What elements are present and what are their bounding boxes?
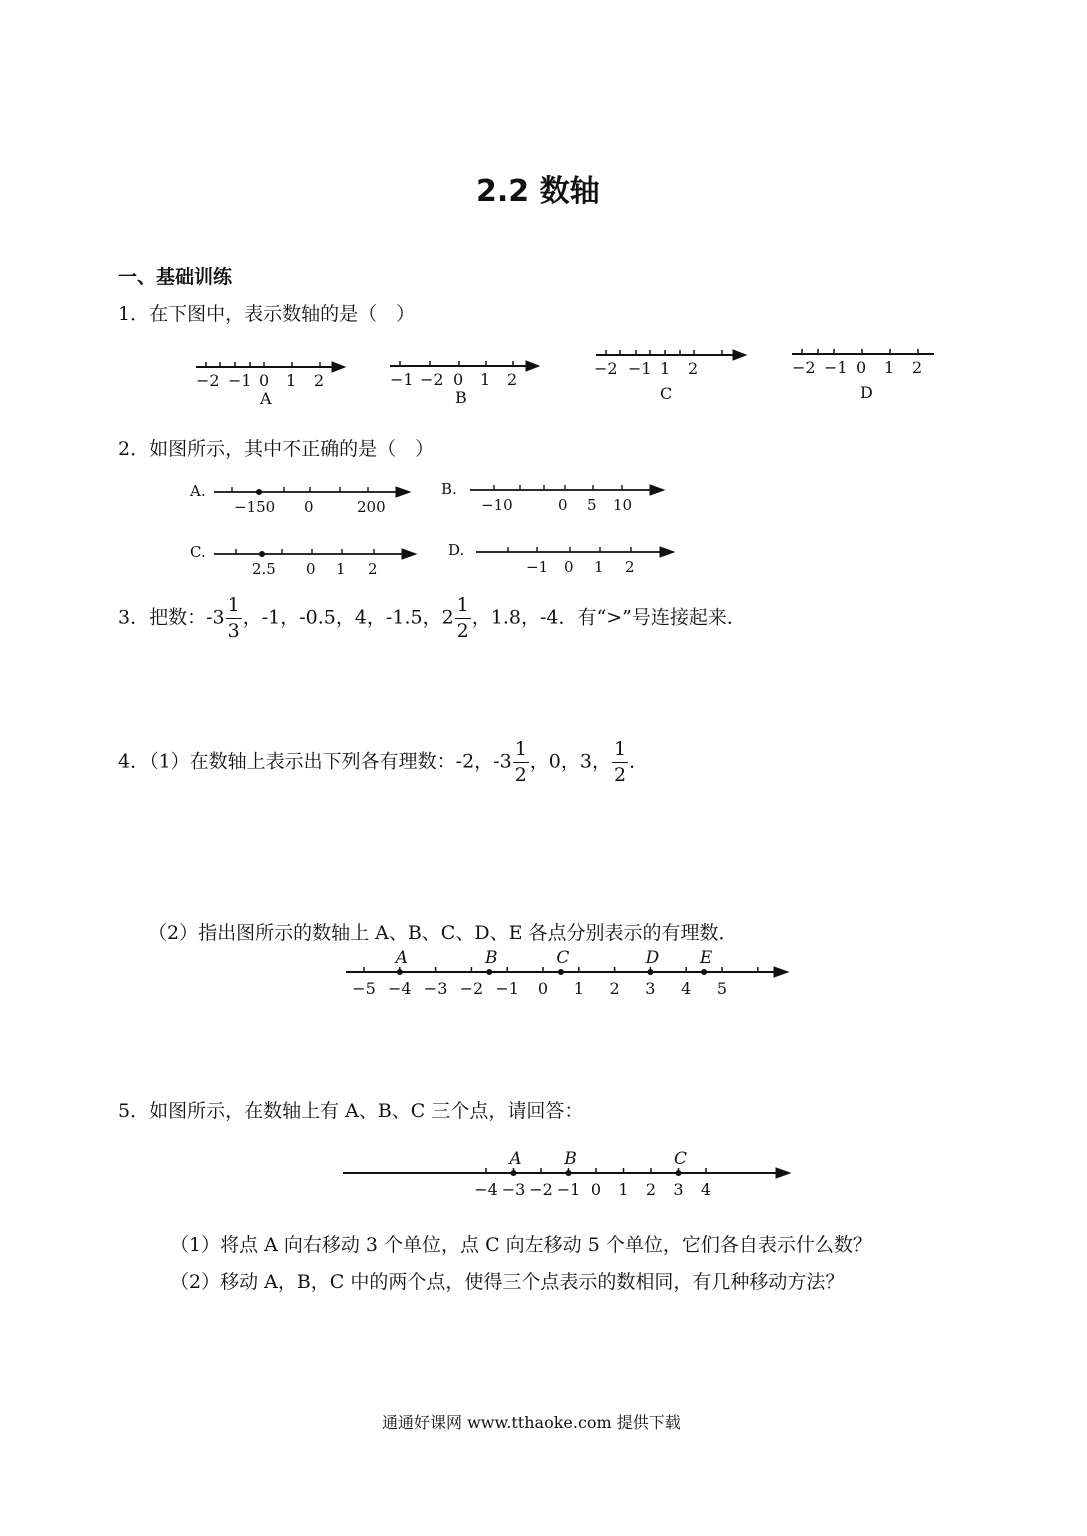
section-heading: 一、基础训练: [118, 266, 233, 288]
q4-axis-arrow: [774, 967, 788, 977]
q5-number-line: [343, 1149, 790, 1199]
q4-middle: ，0，3，: [529, 750, 611, 773]
q1-figure-c: [594, 350, 746, 403]
q2d-tick-label: 2: [625, 558, 635, 576]
q4-frac1-den: 2: [514, 764, 527, 786]
q4-tick-label: 3: [645, 979, 656, 998]
q1d-tick-label: 2: [912, 358, 923, 377]
q1d-tick-label: 1: [884, 358, 895, 377]
q4-number-line: [346, 948, 788, 998]
q2c-tick-label: 2: [368, 560, 378, 578]
q2-figure-b: [441, 480, 664, 514]
q4-point-label: C: [556, 948, 570, 968]
q4-point-e: [701, 969, 707, 975]
q4-tick-label: −4: [388, 979, 412, 998]
q5-tick-label: −1: [556, 1180, 581, 1199]
q2b-tick-label: 5: [587, 496, 597, 514]
q2d-tick-label: 1: [594, 558, 604, 576]
q4-tick-label: 1: [573, 979, 584, 998]
q4-fraction-1: [513, 740, 529, 785]
q4-tick-label: −5: [352, 979, 376, 998]
q4-frac2-den: 2: [613, 764, 627, 786]
q4-point-label: B: [485, 948, 498, 968]
q3-frac1-den: 3: [227, 620, 240, 642]
q4-point-c: [558, 969, 564, 975]
q4-tick-label: 4: [681, 979, 692, 998]
q4-point-label: D: [645, 948, 660, 968]
q4-tick-label: 5: [716, 979, 728, 998]
q5-tick-label: 1: [618, 1180, 629, 1199]
q1d-tick-label: 0: [856, 358, 867, 377]
page-title: 2.2 数轴: [476, 174, 600, 209]
q1c-tick-label: 2: [688, 359, 699, 378]
q1b-tick-label: 1: [480, 370, 491, 389]
q2a-tick-label: −150: [234, 498, 276, 516]
q4-point-b: [486, 969, 492, 975]
q1-figure-b: [390, 361, 539, 407]
q1-figure-a: [196, 362, 345, 408]
q1c-tick-label: −2: [594, 359, 618, 378]
q5-point-c: [676, 1170, 682, 1176]
q1d-caption: D: [860, 383, 873, 402]
q5-tick-label: 4: [700, 1180, 712, 1199]
question-4-part-2: （2）指出图所示的数轴上 A、B、C、D、E 各点分别表示的有理数．: [148, 922, 738, 944]
q1b-tick-label: −1: [390, 370, 414, 389]
q2a-tick-label: 200: [357, 498, 386, 516]
q1b-caption: B: [455, 388, 467, 407]
q2c-tick-label: 2.5: [252, 560, 276, 578]
q3-middle: ，-1，-0.5，4，-1.5，2: [242, 606, 454, 629]
q5-tick-label: 3: [673, 1180, 684, 1199]
q1a-tick-label: 0: [259, 371, 270, 390]
q2b-tick-label: −10: [481, 496, 513, 514]
q1a-tick-label: 1: [286, 371, 297, 390]
q4-tick-label: 2: [609, 979, 620, 998]
question-5: 5．如图所示，在数轴上有 A、B、C 三个点，请回答：: [118, 1100, 584, 1122]
q5-point-label: B: [564, 1149, 577, 1169]
q5-tick-label: 0: [590, 1180, 602, 1199]
q4-frac1-num: 1: [513, 740, 529, 763]
q2c-tick-label: 1: [336, 560, 346, 578]
q4-tick-label: −1: [495, 979, 519, 998]
q1d-tick-label: −2: [792, 358, 816, 377]
q1c-tick-label: 1: [660, 359, 671, 378]
q1c-tick-label: −1: [628, 359, 652, 378]
q1b-tick-label: 2: [507, 370, 518, 389]
q2a-tick-label: 0: [304, 498, 314, 516]
q2d-caption: D.: [448, 541, 465, 559]
q5-tick-label: −3: [501, 1180, 526, 1199]
q2-figure-d: [448, 541, 674, 576]
q4-point-label: E: [699, 948, 713, 968]
q4-point-d: [647, 969, 653, 975]
q4-frac2-num: 1: [612, 740, 628, 763]
q2-figure-c: [190, 543, 416, 578]
q1a-tick-label: −1: [228, 371, 252, 390]
question-2: 2．如图所示，其中不正确的是（ ）: [118, 438, 435, 460]
q3-frac1-num: 1: [226, 596, 242, 619]
q1a-caption: A: [260, 389, 272, 408]
q5-tick-label: 2: [645, 1180, 657, 1199]
q5-axis-arrow: [776, 1168, 790, 1178]
q4-tick-label: −2: [459, 979, 484, 998]
q2-figure-a: [189, 482, 410, 516]
q2b-tick-label: 10: [613, 496, 633, 514]
q5-point-b: [566, 1170, 572, 1176]
question-3: [118, 596, 746, 641]
q4-point-a: [397, 969, 403, 975]
footer-credit: 通通好课网 www.tthaoke.com 提供下载: [382, 1413, 681, 1432]
question-5-sub-1: （1）将点 A 向右移动 3 个单位，点 C 向左移动 5 个单位，它们各自表示什么数？: [170, 1234, 872, 1256]
q3-suffix: ，1.8，-4．有“>”号连接起来．: [471, 606, 746, 629]
q4-suffix: ．: [629, 750, 649, 773]
q2a-caption: A.: [190, 482, 206, 500]
q2c-caption: C.: [190, 543, 206, 561]
q2d-tick-label: −1: [526, 558, 549, 576]
q5-tick-label: −4: [474, 1180, 498, 1199]
q1a-tick-label: −2: [196, 371, 220, 390]
question-5-sub-2: （2）移动 A，B，C 中的两个点，使得三个点表示的数相同，有几种移动方法？: [170, 1271, 845, 1293]
q3-fraction-2: [455, 596, 471, 641]
question-1: 1．在下图中，表示数轴的是（ ）: [118, 303, 416, 325]
q1a-tick-label: 2: [314, 371, 325, 390]
q1b-tick-label: −2: [420, 370, 444, 389]
q4-prefix: 4．（1）在数轴上表示出下列各有理数：-2，-3: [118, 750, 512, 773]
q1-figure-d: [792, 349, 934, 402]
q1d-tick-label: −1: [824, 358, 848, 377]
q5-point-label: C: [673, 1149, 688, 1169]
q4-tick-label: 0: [537, 979, 549, 998]
q3-prefix: 3．把数：-3: [118, 606, 225, 629]
q4-fraction-2: [612, 740, 628, 785]
q1c-caption: C: [660, 384, 673, 403]
q5-point-label: A: [509, 1149, 522, 1169]
q2b-caption: B.: [441, 480, 457, 498]
q3-frac2-den: 2: [456, 620, 469, 642]
q2d-tick-label: 0: [564, 558, 574, 576]
q4-point-label: A: [395, 948, 408, 968]
q5-point-a: [511, 1170, 517, 1176]
q3-fraction-1: [226, 596, 242, 641]
question-4-part-1: [118, 740, 648, 785]
q5-tick-label: −2: [529, 1180, 553, 1199]
q1b-tick-label: 0: [453, 370, 464, 389]
q2c-tick-label: 0: [306, 560, 316, 578]
q2b-tick-label: 0: [558, 496, 568, 514]
q4-tick-label: −3: [423, 979, 448, 998]
q3-frac2-num: 1: [455, 596, 471, 619]
